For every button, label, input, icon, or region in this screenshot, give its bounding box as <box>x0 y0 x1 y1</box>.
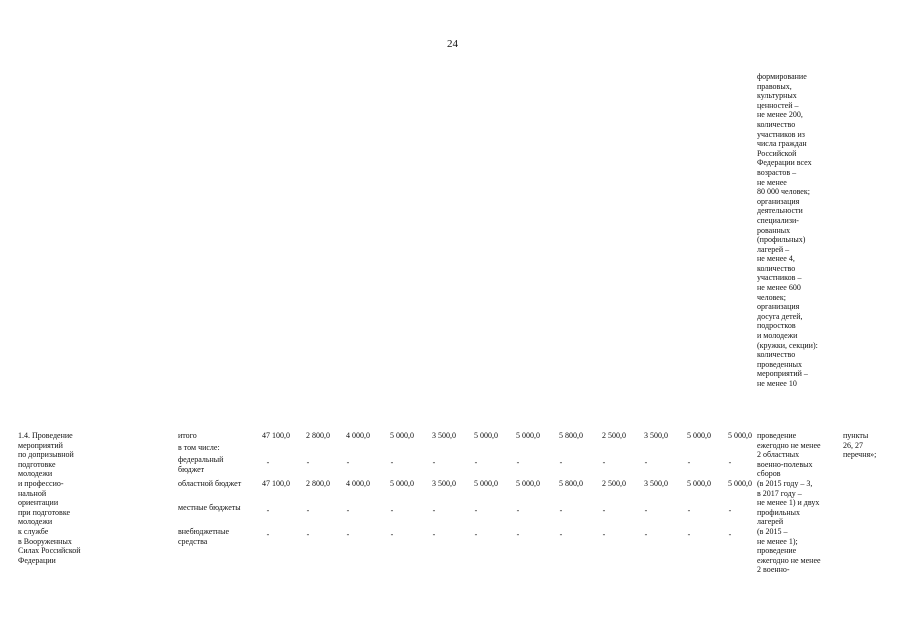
funding-value: - <box>644 458 648 467</box>
funding-value: 2 500,0 <box>602 431 626 440</box>
result-line: деятельности <box>757 206 803 216</box>
funding-value: 5 000,0 <box>516 479 540 488</box>
funding-value: 3 500,0 <box>432 479 456 488</box>
result-line: (в 2015 – <box>757 526 788 536</box>
result-line: в 2017 году – <box>757 488 802 498</box>
result-line: количество <box>757 350 796 360</box>
result-line: количество <box>757 119 796 129</box>
activity-name-line: молодежи <box>18 517 53 527</box>
result-line: возрастов – <box>757 167 797 177</box>
funding-value: - <box>390 458 394 467</box>
reference-line: перечня»; <box>843 450 877 460</box>
funding-source-label: итого <box>178 431 197 440</box>
result-line: (профильных) <box>757 235 806 245</box>
funding-value: - <box>266 506 270 515</box>
result-line: числа граждан <box>757 139 807 149</box>
activity-name-line: к службе <box>18 526 49 536</box>
funding-value: 5 800,0 <box>559 431 583 440</box>
funding-value: 47 100,0 <box>262 431 290 440</box>
funding-value: - <box>306 458 310 467</box>
result-line: лагерей – <box>757 244 790 254</box>
funding-value: - <box>306 530 310 539</box>
reference-line: 26, 27 <box>843 440 863 450</box>
funding-value: 5 800,0 <box>559 479 583 488</box>
activity-name-line: в Вооруженных <box>18 536 72 546</box>
funding-value: - <box>432 458 436 467</box>
funding-value: - <box>687 530 691 539</box>
result-line: ценностей – <box>757 100 799 110</box>
result-line: Федерации всех <box>757 158 812 168</box>
result-line: лагерей <box>757 517 784 527</box>
result-line: правовых, <box>757 81 792 91</box>
result-line: мероприятий – <box>757 369 808 379</box>
funding-value: - <box>266 458 270 467</box>
result-line: и молодежи <box>757 331 798 341</box>
funding-source-label: местные бюджеты <box>178 503 241 512</box>
funding-value: - <box>559 530 563 539</box>
funding-value: - <box>728 506 732 515</box>
funding-value: 3 500,0 <box>644 431 668 440</box>
result-line: не менее <box>757 177 787 187</box>
funding-value: - <box>644 506 648 515</box>
result-line: не менее 600 <box>757 283 801 293</box>
result-line: (в 2015 году – 3, <box>757 478 813 488</box>
funding-value: 47 100,0 <box>262 479 290 488</box>
funding-value: 2 800,0 <box>306 431 330 440</box>
activity-name-line: Федерации <box>18 555 56 565</box>
funding-value: 5 000,0 <box>728 479 752 488</box>
funding-value: 5 000,0 <box>390 431 414 440</box>
activity-name-line: ориентации <box>18 498 59 508</box>
result-line: профильных <box>757 507 801 517</box>
funding-value: 5 000,0 <box>728 431 752 440</box>
result-line: (кружки, секции): <box>757 340 818 350</box>
funding-value: 4 000,0 <box>346 479 370 488</box>
funding-value: - <box>432 506 436 515</box>
funding-value: - <box>687 458 691 467</box>
result-line: участников – <box>757 273 802 283</box>
funding-value: - <box>602 506 606 515</box>
funding-source-label: внебюджетные средства <box>178 527 229 546</box>
funding-value: - <box>559 506 563 515</box>
result-line: специализи- <box>757 215 799 225</box>
funding-value: - <box>432 530 436 539</box>
result-line: проведение <box>757 546 797 556</box>
result-line: подростков <box>757 321 796 331</box>
activity-name-line: нальной <box>18 488 47 498</box>
result-line: рованных <box>757 225 791 235</box>
result-line: военно-полевых <box>757 459 813 469</box>
result-line: количество <box>757 263 796 273</box>
funding-value: 5 000,0 <box>516 431 540 440</box>
result-line: не менее 4, <box>757 254 795 264</box>
result-line: не менее 200, <box>757 110 803 120</box>
funding-value: - <box>346 458 350 467</box>
activity-name-line: подготовке <box>18 459 56 469</box>
result-line: ежегодно не менее <box>757 440 821 450</box>
funding-value: 4 000,0 <box>346 431 370 440</box>
funding-value: 5 000,0 <box>687 479 711 488</box>
result-line: проведенных <box>757 359 803 369</box>
funding-value: 2 500,0 <box>602 479 626 488</box>
activity-name-line: молодежи <box>18 469 53 479</box>
funding-value: 5 000,0 <box>474 479 498 488</box>
funding-value: - <box>346 506 350 515</box>
result-line: культурных <box>757 91 797 101</box>
result-line: сборов <box>757 469 781 479</box>
activity-name-line: и профессио- <box>18 478 64 488</box>
funding-value: - <box>346 530 350 539</box>
result-line: формирование <box>757 72 807 81</box>
activity-name-line: при подготовке <box>18 507 71 517</box>
result-line: не менее 1) и двух <box>757 498 820 508</box>
funding-value: - <box>474 530 478 539</box>
activity-name-line: 1.4. Проведение <box>18 431 73 440</box>
funding-value: 3 500,0 <box>644 479 668 488</box>
result-line: организация <box>757 196 800 206</box>
funding-value: - <box>602 530 606 539</box>
activity-name-line: мероприятий <box>18 440 63 450</box>
funding-source-label: в том числе: <box>178 443 220 452</box>
page-number: 24 <box>447 38 458 50</box>
funding-value: - <box>516 458 520 467</box>
funding-value: - <box>728 458 732 467</box>
result-line: человек; <box>757 292 786 302</box>
result-line: не менее 10 <box>757 379 797 388</box>
result-line: досуга детей, <box>757 311 803 321</box>
funding-value: - <box>390 530 394 539</box>
funding-value: 5 000,0 <box>687 431 711 440</box>
result-line: проведение <box>757 431 797 440</box>
funding-value: - <box>474 458 478 467</box>
result-line: 2 военно- <box>757 565 790 575</box>
funding-value: 3 500,0 <box>432 431 456 440</box>
funding-value: - <box>266 530 270 539</box>
funding-value: - <box>559 458 563 467</box>
activity-name-line: Силах Российской <box>18 546 81 556</box>
reference-line: пункты <box>843 431 869 440</box>
funding-source-label: федеральный бюджет <box>178 455 224 474</box>
result-line: 80 000 человек; <box>757 187 810 197</box>
funding-value: 5 000,0 <box>474 431 498 440</box>
funding-value: - <box>306 506 310 515</box>
funding-value: 5 000,0 <box>390 479 414 488</box>
funding-value: - <box>516 506 520 515</box>
funding-value: - <box>728 530 732 539</box>
expected-result-text <box>757 431 821 575</box>
result-line: ежегодно не менее <box>757 555 821 565</box>
result-line: не менее 1); <box>757 536 798 546</box>
funding-value: - <box>602 458 606 467</box>
result-line: 2 областных <box>757 450 800 460</box>
funding-value: - <box>474 506 478 515</box>
reference-text <box>843 431 876 460</box>
result-line: участников из <box>757 129 805 139</box>
funding-value: 2 800,0 <box>306 479 330 488</box>
activity-name-line: по допризывной <box>18 450 74 460</box>
funding-value: - <box>516 530 520 539</box>
funding-value: - <box>687 506 691 515</box>
funding-value: - <box>390 506 394 515</box>
funding-source-label: областной бюджет <box>178 479 242 488</box>
result-line: Российской <box>757 148 797 158</box>
funding-value: - <box>644 530 648 539</box>
result-line: организация <box>757 302 800 312</box>
